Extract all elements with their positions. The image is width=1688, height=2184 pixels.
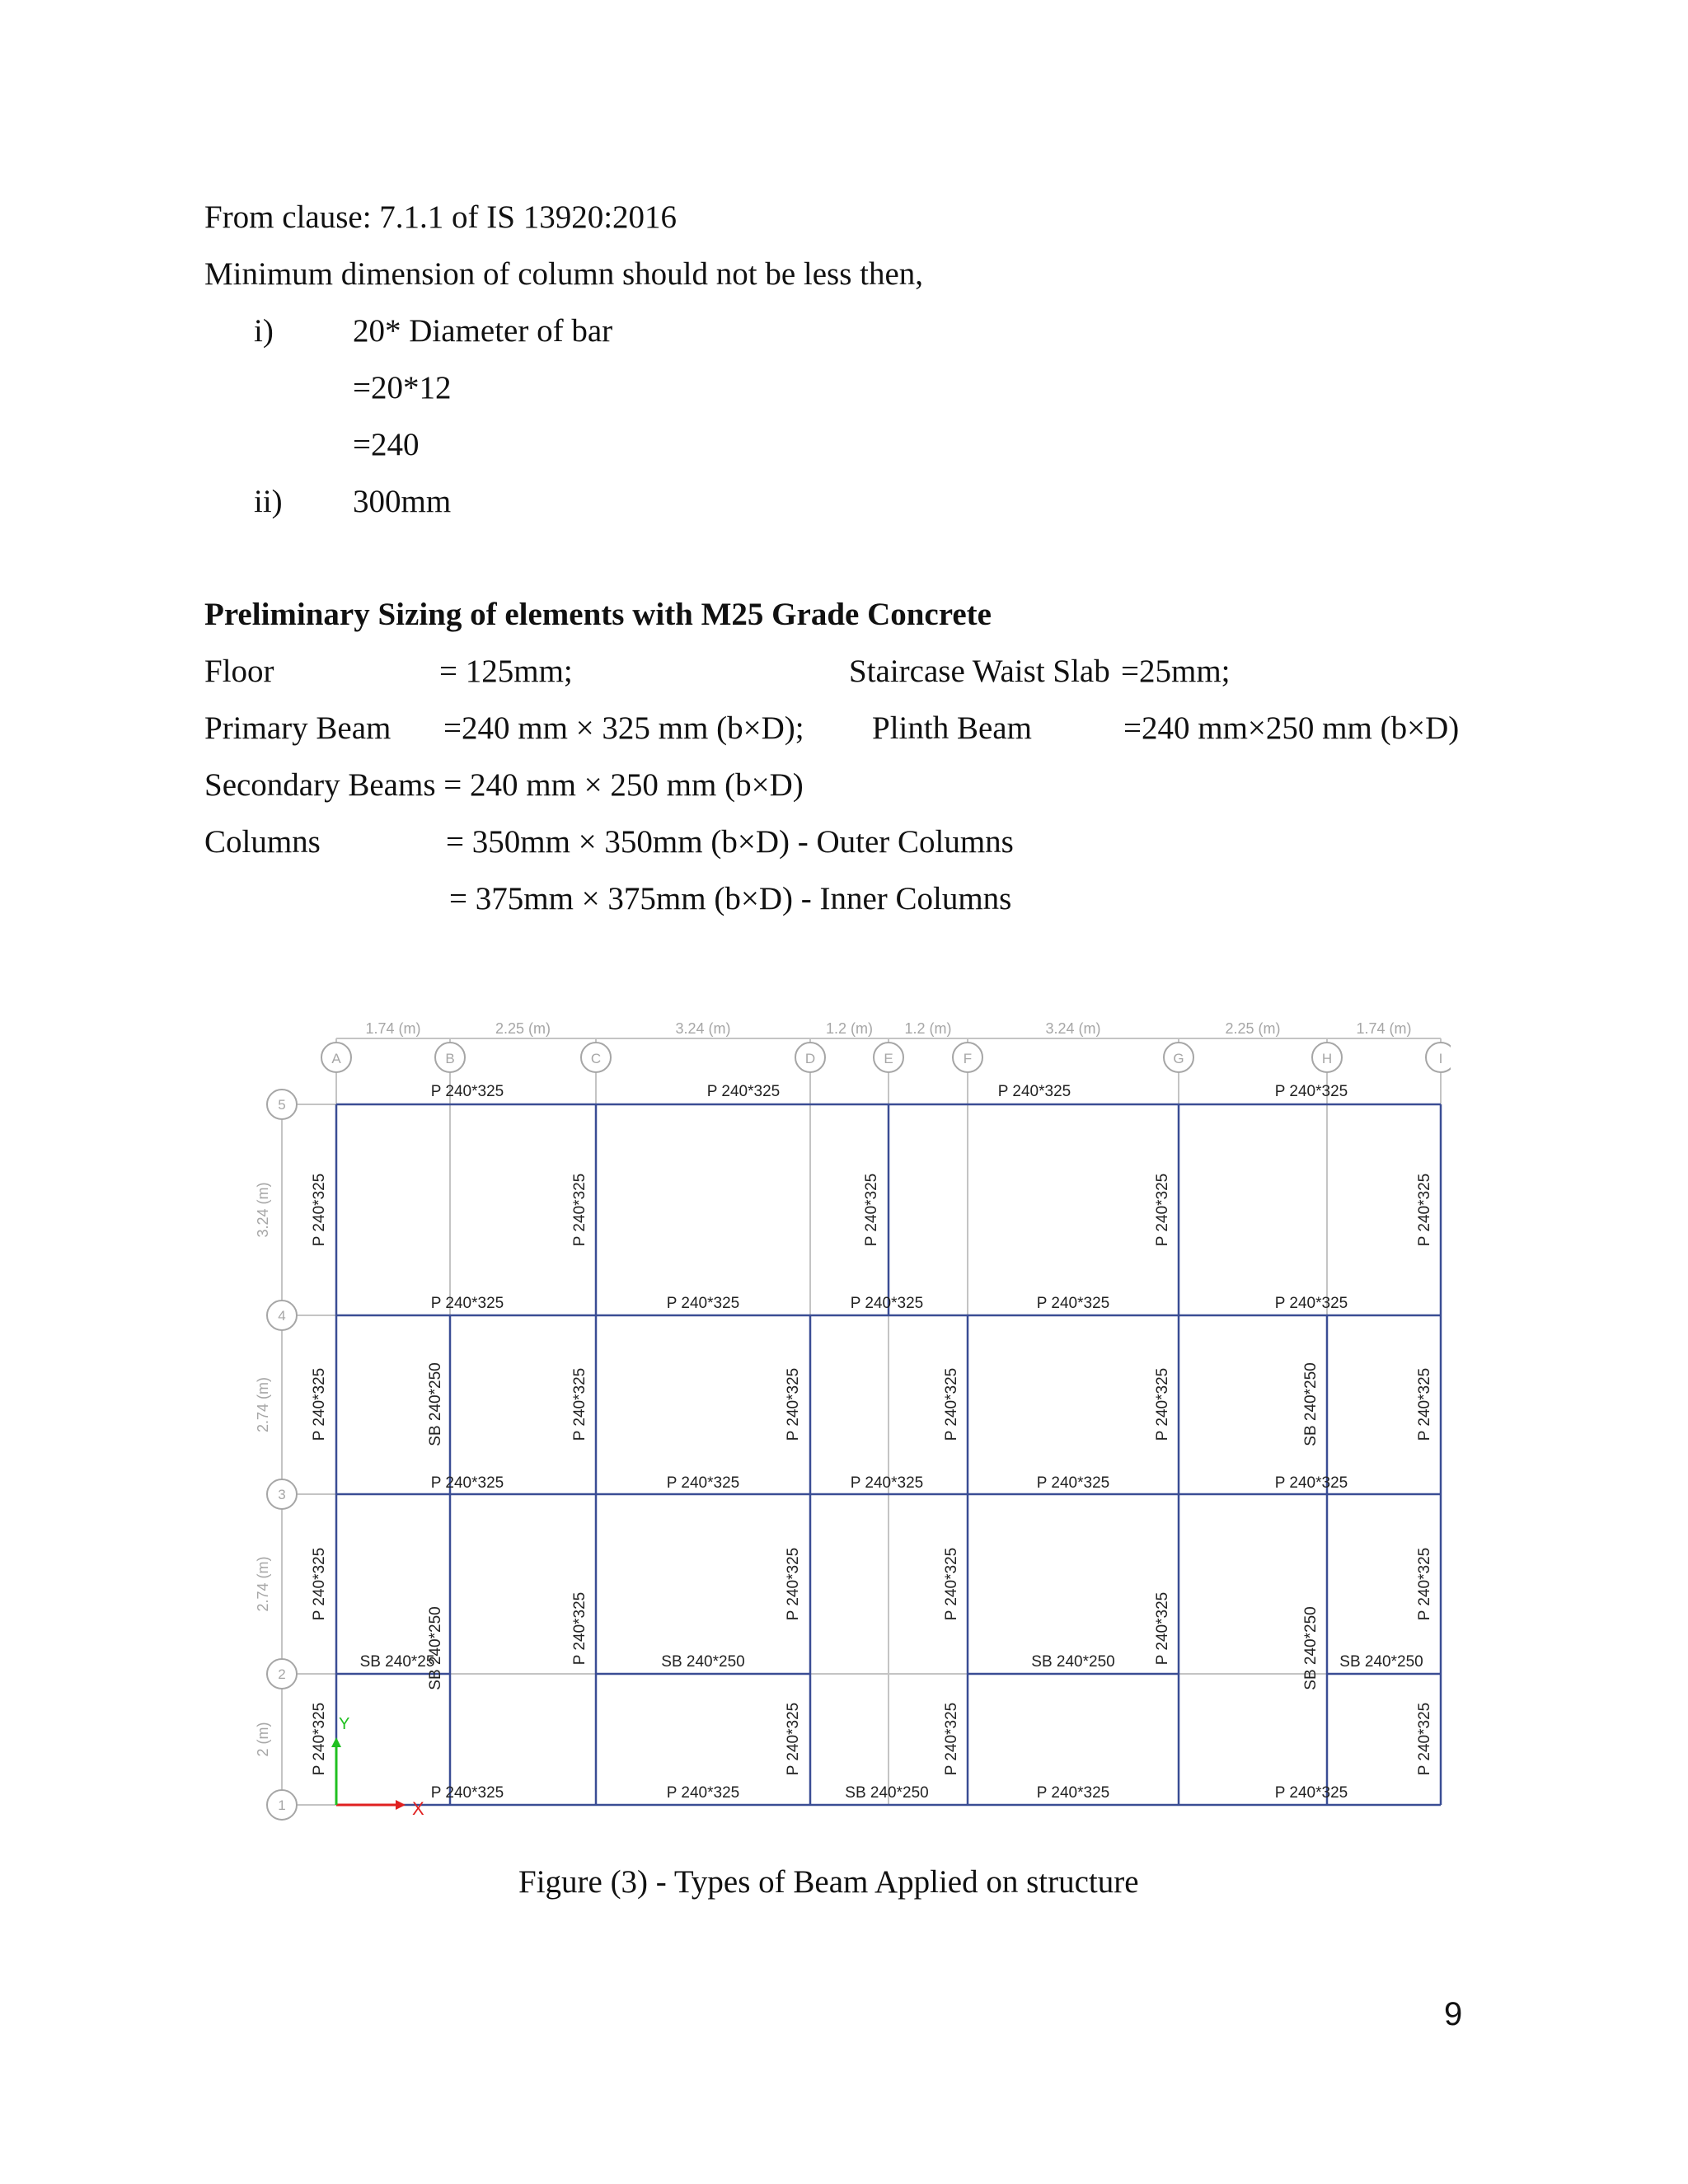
secondary-beam-vertical-label: SB 240*250 <box>427 1362 444 1446</box>
grid-bubble-label: F <box>963 1051 973 1066</box>
plinth-beam-label: Plinth Beam <box>872 710 1032 746</box>
x-axis-arrowhead <box>396 1800 406 1810</box>
grid-bubble-label: G <box>1173 1051 1184 1066</box>
primary-beam-label: P 240*325 <box>997 1083 1071 1100</box>
page-number: 9 <box>1444 1996 1463 2032</box>
grid-dimension-label: 2.74 (m) <box>255 1376 271 1433</box>
grid-dimension-label: 1.74 (m) <box>1356 1020 1412 1037</box>
grid-bubble-label: 2 <box>278 1666 286 1682</box>
y-axis-arrowhead <box>331 1737 341 1747</box>
primary-beam-label: P 240*325 <box>706 1083 781 1100</box>
primary-beam-label: P 240*325 <box>1274 1295 1348 1312</box>
primary-beam-label: P 240*325 <box>1036 1784 1110 1802</box>
beam-layout-plan <box>247 1014 1451 1838</box>
column-beam-label: P 240*325 <box>943 1367 960 1441</box>
secondary-beam-label: SB 240*250 <box>661 1653 745 1671</box>
grid-dimension-label: 1.2 (m) <box>904 1020 952 1037</box>
primary-beam-value: =240 mm × 325 mm (b×D); <box>443 710 804 746</box>
grid-dimension-label: 3.24 (m) <box>255 1182 271 1238</box>
grid-dimension-label: 1.2 (m) <box>825 1020 874 1037</box>
y-axis-label: Y <box>339 1715 350 1733</box>
column-beam-label: P 240*325 <box>943 1702 960 1776</box>
primary-beam-label: P 240*325 <box>430 1083 504 1100</box>
floor-label: Floor <box>204 654 274 689</box>
secondary-beam-label: Secondary Beams <box>204 767 436 803</box>
primary-beam-label: P 240*325 <box>666 1295 740 1312</box>
primary-beam-label: P 240*325 <box>430 1784 504 1802</box>
secondary-beam-value: = 240 mm × 250 mm (b×D) <box>443 767 804 803</box>
staircase-value: =25mm; <box>1121 654 1231 689</box>
list-marker-i: i) <box>254 313 274 349</box>
primary-beam-label: P 240*325 <box>850 1295 924 1312</box>
column-beam-label: P 240*325 <box>571 1173 588 1247</box>
plinth-beam-label: SB 240*250 <box>845 1784 929 1802</box>
secondary-beam-spec <box>204 769 804 801</box>
grid-bubble-label: 5 <box>278 1097 286 1113</box>
column-beam-label: P 240*325 <box>571 1591 588 1666</box>
figure-caption: Figure (3) - Types of Beam Applied on structure <box>518 1864 1139 1900</box>
grid-dimension-label: 2.25 (m) <box>495 1020 551 1037</box>
secondary-beam-label: SB 240*250 <box>1031 1653 1115 1671</box>
columns-outer-value: = 350mm × 350mm (b×D) - Outer Columns <box>446 824 1014 860</box>
grid-dimension-label: 2.74 (m) <box>255 1556 271 1612</box>
column-beam-label: P 240*325 <box>785 1547 802 1621</box>
grid-bubble-label: H <box>1321 1051 1333 1066</box>
x-axis-label: X <box>412 1798 424 1819</box>
list-item-ii-text: 300mm <box>353 484 452 519</box>
grid-dimension-label: 2 (m) <box>255 1722 271 1757</box>
primary-beam-label: P 240*325 <box>1036 1295 1110 1312</box>
list-item-i-calc: =20*12 <box>353 370 452 405</box>
column-beam-label: P 240*325 <box>311 1547 328 1621</box>
primary-beam-label: Primary Beam <box>204 710 392 746</box>
grid-dimension-label: 1.74 (m) <box>365 1020 421 1037</box>
column-beam-label: P 240*325 <box>1416 1173 1433 1247</box>
primary-beam-label: P 240*325 <box>850 1474 924 1492</box>
list-marker-ii: ii) <box>254 484 283 519</box>
column-beam-label: P 240*325 <box>943 1547 960 1621</box>
column-beam-label: P 240*325 <box>311 1173 328 1247</box>
grid-bubble-label: 1 <box>278 1797 286 1813</box>
column-beam-label: P 240*325 <box>863 1173 880 1247</box>
grid-bubble-label: A <box>331 1051 341 1066</box>
primary-beam-label: P 240*325 <box>666 1474 740 1492</box>
section-heading: Preliminary Sizing of elements with M25 Grade Concrete <box>204 597 992 632</box>
list-item-i-text: 20* Diameter of bar <box>353 313 613 349</box>
secondary-beam-vertical-label: SB 240*250 <box>1302 1362 1320 1446</box>
grid-dimension-label: 3.24 (m) <box>1045 1020 1101 1037</box>
column-beam-label: P 240*325 <box>311 1702 328 1776</box>
grid-dimension-label: 3.24 (m) <box>675 1020 731 1037</box>
column-beam-label: P 240*325 <box>311 1367 328 1441</box>
columns-inner-value: = 375mm × 375mm (b×D) - Inner Columns <box>449 881 1012 916</box>
columns-label: Columns <box>204 824 321 860</box>
column-beam-label: P 240*325 <box>1154 1367 1171 1441</box>
secondary-beam-label: SB 240*25 <box>359 1653 435 1671</box>
secondary-beam-label: SB 240*250 <box>1339 1653 1423 1671</box>
grid-bubble-label: C <box>590 1051 602 1066</box>
primary-beam-label: P 240*325 <box>430 1474 504 1492</box>
column-beam-label: P 240*325 <box>571 1367 588 1441</box>
primary-beam-label: P 240*325 <box>1036 1474 1110 1492</box>
column-beam-label: P 240*325 <box>1416 1702 1433 1776</box>
primary-beam-label: P 240*325 <box>666 1784 740 1802</box>
column-beam-label: P 240*325 <box>1416 1367 1433 1441</box>
staircase-label: Staircase Waist Slab <box>849 654 1110 689</box>
grid-bubble-label: I <box>1438 1051 1443 1066</box>
clause-statement: Minimum dimension of column should not be less then, <box>204 256 924 292</box>
secondary-beam-vertical-label: SB 240*250 <box>427 1606 444 1690</box>
column-beam-label: P 240*325 <box>1154 1591 1171 1666</box>
floor-value: = 125mm; <box>439 654 573 689</box>
primary-beam-label: P 240*325 <box>1274 1784 1348 1802</box>
column-beam-label: P 240*325 <box>1416 1547 1433 1621</box>
clause-reference: From clause: 7.1.1 of IS 13920:2016 <box>204 199 678 235</box>
grid-bubble-label: 4 <box>278 1308 286 1324</box>
list-item-i-result: =240 <box>353 427 420 462</box>
primary-beam-label: P 240*325 <box>1274 1474 1348 1492</box>
grid-dimension-label: 2.25 (m) <box>1225 1020 1281 1037</box>
grid-bubble-label: D <box>804 1051 816 1066</box>
column-beam-label: P 240*325 <box>785 1367 802 1441</box>
grid-bubble-label: E <box>884 1051 893 1066</box>
primary-beam-label: P 240*325 <box>430 1295 504 1312</box>
secondary-beam-vertical-label: SB 240*250 <box>1302 1606 1320 1690</box>
column-beam-label: P 240*325 <box>785 1702 802 1776</box>
plinth-beam-value: =240 mm×250 mm (b×D) <box>1123 710 1460 746</box>
grid-bubble-label: B <box>445 1051 455 1066</box>
primary-beam-label: P 240*325 <box>1274 1083 1348 1100</box>
column-beam-label: P 240*325 <box>1154 1173 1171 1247</box>
grid-bubble-label: 3 <box>278 1487 286 1502</box>
